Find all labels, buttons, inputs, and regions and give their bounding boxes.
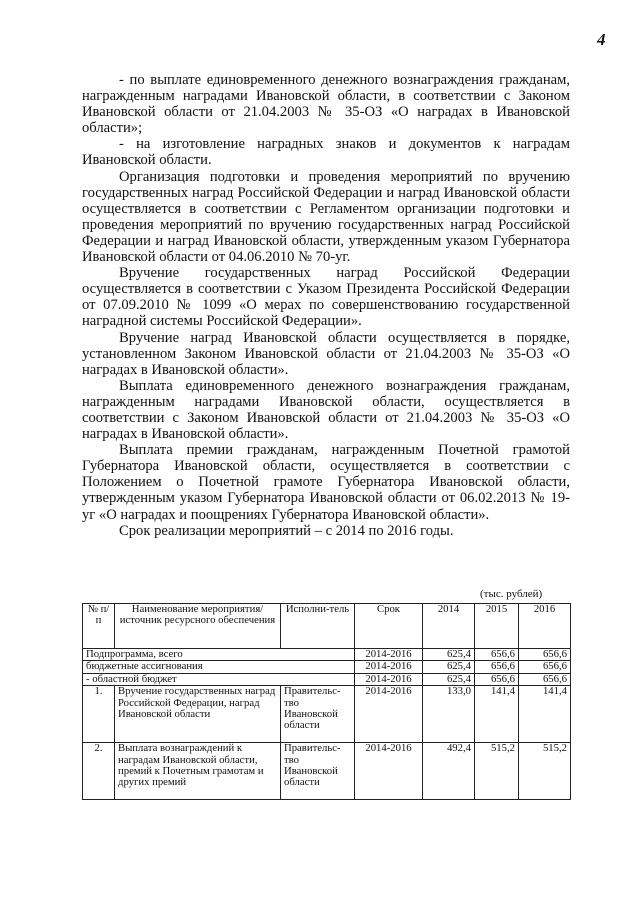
summary-row-total [83, 649, 571, 661]
row-name: Вручение государственных наград Российской Федерации, наград Ивановской области [115, 686, 281, 743]
row-2016: 141,4 [519, 686, 571, 743]
paragraph-regional-awards: Вручение наград Ивановской области осуществляется в порядке, установленном Законом Ивановской области от 21.04.2003 № 35-ОЗ «О наградах в Ивановской области». [82, 329, 570, 378]
summary-2015: 656,6 [475, 661, 519, 673]
summary-term: 2014-2016 [355, 673, 423, 685]
summary-2016: 656,6 [519, 661, 571, 673]
header-2015: 2015 [475, 604, 519, 649]
row-2014: 133,0 [423, 686, 475, 743]
row-2016: 515,2 [519, 743, 571, 800]
paragraph-organization: Организация подготовки и проведения мероприятий по вручению государственных наград Российской Федерации и наград Ивановской области осуществляется в соответствии с Регламентом организации подготовки и проведения мероприятий по вручению государственных наград Российской Федерации и наград Ивановской области, утвержденным указом Губернатора Ивановской области от 04.06.2010 № 70-уг. [82, 168, 570, 266]
document-body [82, 72, 570, 539]
header-name: Наименование мероприятия/ источник ресурсного обеспечения [115, 604, 281, 649]
row-name: Выплата вознаграждений к наградам Ивановской области, премий к Почетным грамотам и других премий [115, 743, 281, 800]
row-term: 2014-2016 [355, 686, 423, 743]
summary-2016: 656,6 [519, 649, 571, 661]
table-row [83, 743, 571, 800]
row-num: 2. [83, 743, 115, 800]
row-executor: Правительс-тво Ивановской области [281, 686, 355, 743]
summary-term: 2014-2016 [355, 649, 423, 661]
paragraph-federal-awards: Вручение государственных наград Российской Федерации осуществляется в соответствии с Указом Президента Российской Федерации от 07.09.2010 № 1099 «О мерах по совершенствованию государственной наградной системы Российской Федерации». [82, 265, 570, 330]
summary-row-appropriations [83, 661, 571, 673]
row-2014: 492,4 [423, 743, 475, 800]
row-term: 2014-2016 [355, 743, 423, 800]
summary-2015: 656,6 [475, 649, 519, 661]
summary-2015: 656,6 [475, 673, 519, 685]
row-executor: Правительс-тво Ивановской области [281, 743, 355, 800]
paragraph-term: Срок реализации мероприятий – с 2014 по 2016 годы. [119, 522, 454, 539]
row-num: 1. [83, 686, 115, 743]
header-2016: 2016 [519, 604, 571, 649]
table-row [83, 686, 571, 743]
header-num: № п/п [83, 604, 115, 649]
table-unit: (тыс. рублей) [480, 588, 543, 600]
row-2015: 515,2 [475, 743, 519, 800]
page-number: 4 [597, 30, 606, 49]
summary-row-regional-budget [83, 673, 571, 685]
paragraph-premium: Выплата премии гражданам, награжденным Почетной грамотой Губернатора Ивановской области, осуществляется в соответствии с Положением о Почетной грамоте Губернатора Ивановской области, утвержденным указом Губернатора Ивановской области от 06.02.2013 № 19-уг «О наградах и поощрениях Губернатора Ивановской области». [82, 442, 570, 523]
summary-label: - областной бюджет [83, 673, 355, 685]
summary-label: бюджетные ассигнования [83, 661, 355, 673]
summary-label: Подпрограмма, всего [83, 649, 355, 661]
summary-2014: 625,4 [423, 649, 475, 661]
summary-2014: 625,4 [423, 661, 475, 673]
summary-2014: 625,4 [423, 673, 475, 685]
header-term: Срок [355, 604, 423, 649]
paragraph-lump-sum: Выплата единовременного денежного вознаграждения гражданам, награжденным наградами Ивановской области, осуществляется в соответствии с Законом Ивановской области от 21.04.2003 № 35-ОЗ «О наградах в Ивановской области». [82, 377, 570, 443]
table-header-row [83, 604, 571, 649]
summary-2016: 656,6 [519, 673, 571, 685]
paragraph-award-payment: - по выплате единовременного денежного вознаграждения гражданам, награжденным наградами Ивановской области, в соответствии с Законом Ивановской области от 21.04.2003 № 35-ОЗ «О наградах в Ивановской области»; [82, 72, 570, 137]
paragraph-badge-production: - на изготовление наградных знаков и документов к наградам Ивановской области. [82, 136, 570, 169]
summary-term: 2014-2016 [355, 661, 423, 673]
header-2014: 2014 [423, 604, 475, 649]
header-executor: Исполни-тель [281, 604, 355, 649]
resource-table [82, 603, 571, 800]
row-2015: 141,4 [475, 686, 519, 743]
